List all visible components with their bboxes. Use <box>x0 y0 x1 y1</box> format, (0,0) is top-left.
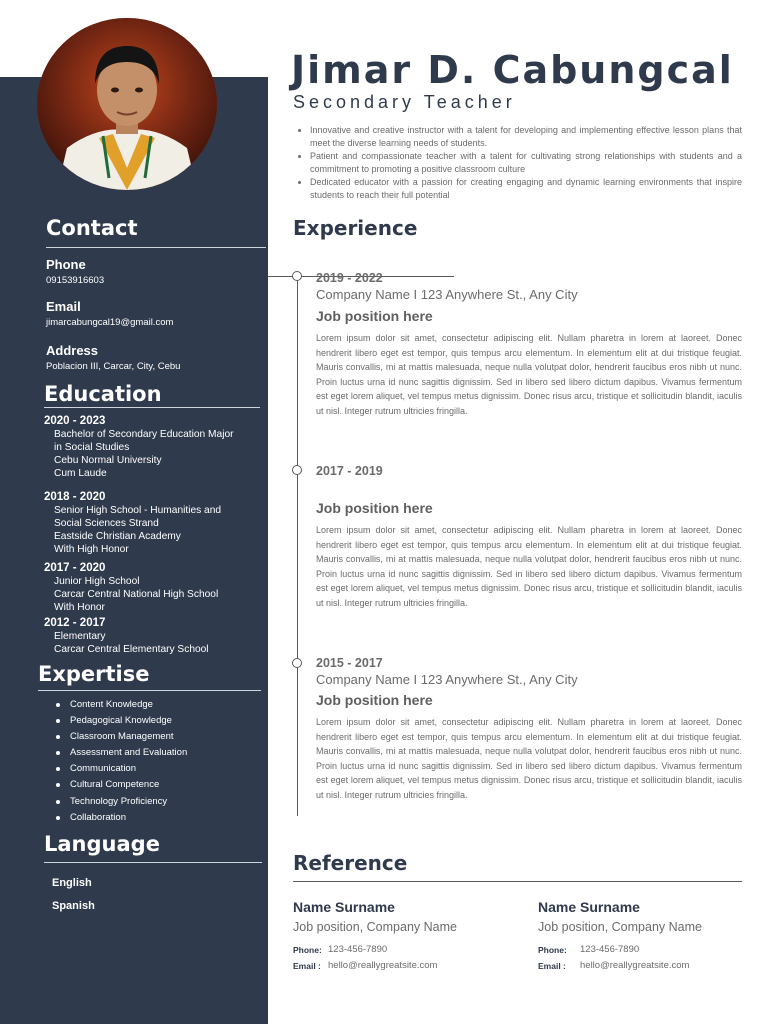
contact-divider <box>46 247 266 248</box>
expertise-item: Pedagogical Knowledge <box>54 713 187 729</box>
candidate-name: Jimar D. Cabungcal <box>291 48 734 92</box>
expertise-item: Assessment and Evaluation <box>54 745 187 761</box>
education-line: With High Honor <box>54 544 129 555</box>
education-years: 2017 - 2020 <box>44 562 106 574</box>
education-line: Elementary <box>54 631 106 642</box>
reference-email: hello@reallygreatsite.com <box>580 960 690 971</box>
contact-heading: Contact <box>46 216 138 240</box>
profile-photo <box>37 18 217 190</box>
experience-description: Lorem ipsum dolor sit amet, consectetur adipiscing elit. Nullam pharetra in lorem at laoreet. Donec hendrerit libero eget est tempor, quis tempus arcu elementum. In elementum elit at dui tristique feugiat. Mauris convallis, mi at mattis malesuada, neque nulla volutpat dolor, hendrerit faucibus eros nibh ut nunc. Proin luctus urna id nunc sagittis dignissim. Sed in libero sed libero dictum dapibus. Vivamus fermentum est eget lorem aliquet, vel tempus metus dignissim. Donec risus arcu, tristique et sollicitudin blandit, iaculis ut nisl. Integer rutrum ultricies fringilla. <box>316 333 742 416</box>
experience-position: Job position here <box>316 692 433 708</box>
education-line: in Social Studies <box>54 442 130 453</box>
experience-description: Lorem ipsum dolor sit amet, consectetur adipiscing elit. Nullam pharetra in lorem at laoreet. Donec hendrerit libero eget est tempor, quis tempus arcu elementum. In elementum elit at dui tristique feugiat. Mauris convallis, mi at mattis malesuada, neque nulla volutpat dolor, hendrerit faucibus eros nibh ut nunc. Proin luctus urna id nunc sagittis dignissim. Sed in libero sed libero dictum dapibus. Vivamus fermentum est eget lorem aliquet, vel tempus metus dignissim. Donec risus arcu, tristique et sollicitudin blandit, iaculis ut nisl. Integer rutrum ultricies fringilla. <box>316 717 742 800</box>
summary-list <box>297 124 742 202</box>
education-line: With Honor <box>54 602 105 613</box>
education-entry <box>44 616 259 656</box>
education-years: 2020 - 2023 <box>44 415 106 427</box>
language-item: Spanish <box>52 900 95 912</box>
education-line: Social Sciences Strand <box>54 518 159 529</box>
education-heading: Education <box>44 382 162 406</box>
experience-years: 2017 - 2019 <box>316 464 383 478</box>
reference-name: Name Surname <box>293 899 395 915</box>
reference-phone-label: Phone: <box>538 945 567 955</box>
experience-company: Company Name I 123 Anywhere St., Any City <box>316 287 578 302</box>
education-line: Eastside Christian Academy <box>54 531 181 542</box>
summary-item: Innovative and creative instructor with a talent for developing and implementing effective lesson plans that meet the diverse learning needs of students. <box>297 124 742 150</box>
summary-item: Patient and compassionate teacher with a talent for cultivating strong relationships with students and a commitment to promoting a positive classroom culture <box>297 150 742 176</box>
email-label: Email <box>46 299 81 314</box>
language-item: English <box>52 877 92 889</box>
timeline-line <box>297 274 298 816</box>
experience-heading: Experience <box>293 216 418 240</box>
reference-phone-label: Phone: <box>293 945 322 955</box>
reference-name: Name Surname <box>538 899 640 915</box>
address-value: Poblacion III, Carcar, City, Cebu <box>46 361 181 372</box>
reference-position: Job position, Company Name <box>293 920 457 934</box>
phone-value: 09153916603 <box>46 275 105 286</box>
reference-position: Job position, Company Name <box>538 920 702 934</box>
reference-divider <box>293 881 742 882</box>
education-line: Senior High School - Humanities and <box>54 505 222 516</box>
expertise-item: Cultural Competence <box>54 777 187 793</box>
portrait-image <box>37 18 217 190</box>
experience-company: Company Name I 123 Anywhere St., Any City <box>316 672 578 687</box>
expertise-item: Technology Proficiency <box>54 794 187 810</box>
expertise-heading: Expertise <box>38 662 150 686</box>
education-line: Cum Laude <box>54 468 107 479</box>
candidate-role: Secondary Teacher <box>293 92 516 112</box>
reference-phone: 123-456-7890 <box>580 944 640 955</box>
email-value: jimarcabungcal19@gmail.com <box>46 317 174 328</box>
reference-email-label: Email : <box>538 961 566 971</box>
reference-phone: 123-456-7890 <box>328 944 388 955</box>
timeline-node <box>292 465 302 475</box>
expertise-divider <box>38 690 261 691</box>
timeline-node <box>292 271 302 281</box>
experience-position: Job position here <box>316 308 433 324</box>
language-divider <box>44 862 262 863</box>
phone-label: Phone <box>46 257 86 272</box>
education-divider <box>44 407 260 408</box>
expertise-list <box>54 697 187 826</box>
education-years: 2012 - 2017 <box>44 617 106 629</box>
expertise-item: Communication <box>54 761 187 777</box>
education-line: Junior High School <box>54 576 140 587</box>
education-line: Carcar Central Elementary School <box>54 644 209 655</box>
reference-email: hello@reallygreatsite.com <box>328 960 438 971</box>
education-entry <box>44 414 259 480</box>
experience-description: Lorem ipsum dolor sit amet, consectetur adipiscing elit. Nullam pharetra in lorem at laoreet. Donec hendrerit libero eget est tempor, quis tempus arcu elementum. In elementum elit at dui tristique feugiat. Mauris convallis, mi at mattis malesuada, neque nulla volutpat dolor, hendrerit faucibus eros nibh ut nunc. Proin luctus urna id nunc sagittis dignissim. Sed in libero sed libero dictum dapibus. Vivamus fermentum est eget lorem aliquet, vel tempus metus dignissim. Donec risus arcu, tristique et sollicitudin blandit, iaculis ut nisl. Integer rutrum ultricies fringilla. <box>316 525 742 608</box>
expertise-item: Collaboration <box>54 810 187 826</box>
education-entry <box>44 561 259 614</box>
education-line: Carcar Central National High School <box>54 589 219 600</box>
language-heading: Language <box>44 832 160 856</box>
experience-years: 2015 - 2017 <box>316 656 383 670</box>
experience-position: Job position here <box>316 500 433 516</box>
expertise-item: Content Knowledge <box>54 697 187 713</box>
reference-heading: Reference <box>293 851 408 875</box>
address-label: Address <box>46 343 99 358</box>
education-entry <box>44 490 259 556</box>
experience-years: 2019 - 2022 <box>316 271 383 285</box>
summary-item: Dedicated educator with a passion for creating engaging and dynamic learning environments that inspire students to reach their full potential <box>297 176 742 202</box>
timeline-node <box>292 658 302 668</box>
education-line: Cebu Normal University <box>54 455 162 466</box>
reference-email-label: Email : <box>293 961 321 971</box>
education-years: 2018 - 2020 <box>44 491 106 503</box>
expertise-item: Classroom Management <box>54 729 187 745</box>
education-line: Bachelor of Secondary Education Major <box>54 429 234 440</box>
